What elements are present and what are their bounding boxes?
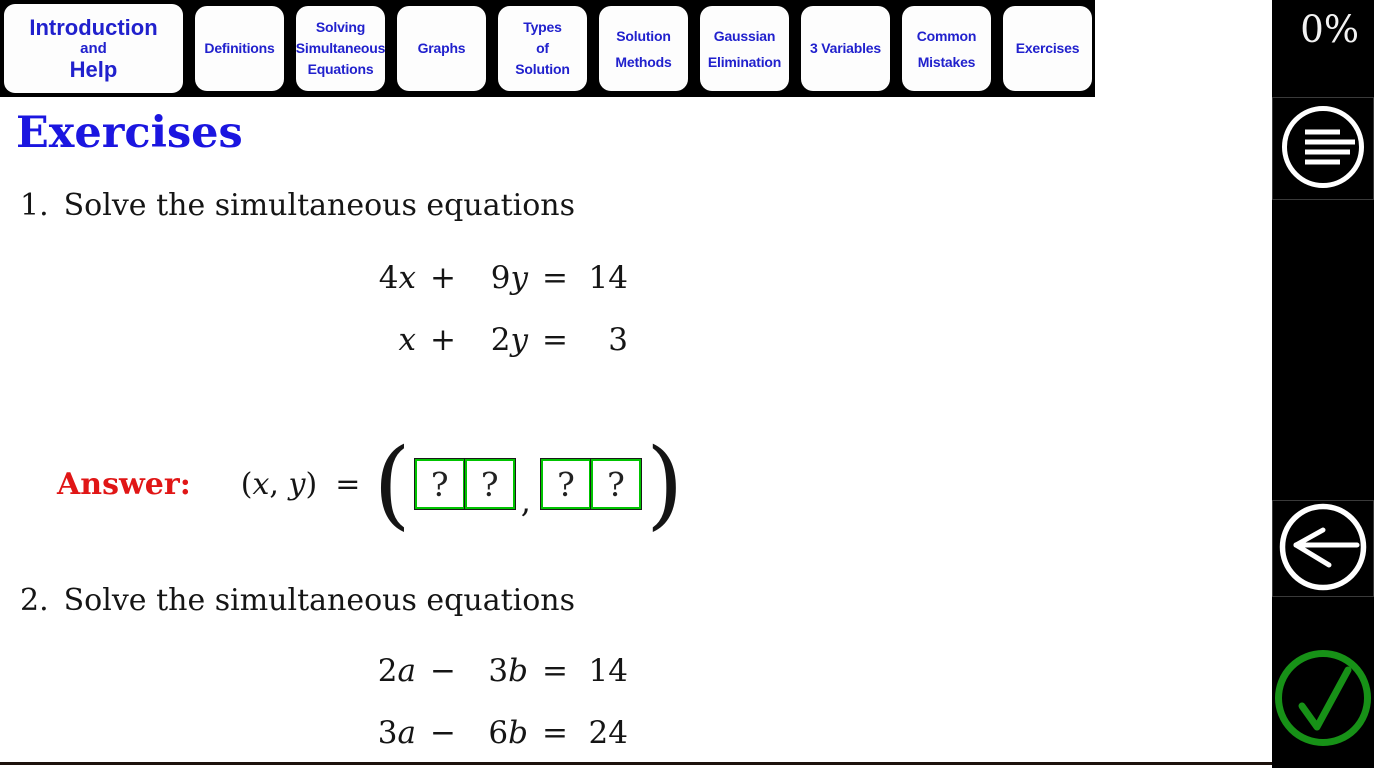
tab-solving-simultaneous-equations[interactable] xyxy=(296,6,385,91)
back-arrow-icon xyxy=(1279,503,1367,595)
tab-common-mistakes[interactable] xyxy=(902,6,991,91)
tab-label: 3 Variables xyxy=(810,40,881,56)
tab-label: Solving xyxy=(315,19,366,35)
equation-term: 2a xyxy=(377,653,416,689)
tab-exercises[interactable] xyxy=(1003,6,1092,91)
tab-label: Gaussian xyxy=(713,27,776,44)
exercise-number: 1. xyxy=(20,188,49,223)
tab-label: and xyxy=(80,40,107,57)
menu-button[interactable] xyxy=(1272,97,1374,200)
tab-label: Common xyxy=(916,27,977,44)
exercise-2-equations xyxy=(358,653,628,768)
equation-operator: − xyxy=(430,715,456,751)
sidebar xyxy=(1272,0,1374,768)
equation-term: 3a xyxy=(377,715,416,751)
exercise-2-prompt xyxy=(20,583,575,618)
tab-label: Help xyxy=(69,57,118,82)
menu-icon xyxy=(1281,105,1365,193)
answer-lhs: (x, y) xyxy=(240,466,318,502)
answer-box[interactable]: ? xyxy=(541,459,591,509)
equation-rhs: 14 xyxy=(588,653,628,689)
comma-separator: , xyxy=(520,482,531,520)
equation-rhs: 24 xyxy=(588,715,628,751)
tab-definitions[interactable] xyxy=(195,6,284,91)
answer-box-pair-x xyxy=(415,459,515,509)
tab-label: Solution xyxy=(616,27,671,44)
equation-term: 4x xyxy=(378,260,416,296)
tab-label: Definitions xyxy=(204,40,275,56)
exercise-1-prompt xyxy=(20,188,575,223)
exercise-1-equations xyxy=(358,260,628,384)
equals-sign: = xyxy=(335,466,361,502)
exercise-1-answer-row xyxy=(57,428,684,540)
tab-label: Exercises xyxy=(1015,40,1080,56)
equation-operator: + xyxy=(430,322,456,358)
check-icon xyxy=(1274,649,1372,751)
page-title: Exercises xyxy=(16,108,243,158)
tab-types-of-solution[interactable] xyxy=(498,6,587,91)
equation-rhs: 14 xyxy=(588,260,628,296)
exercise-text: Solve the simultaneous equations xyxy=(63,583,576,618)
back-button[interactable] xyxy=(1272,500,1374,597)
equation-operator: − xyxy=(430,653,456,689)
equation-term: 2y xyxy=(490,322,528,358)
tab-label: Methods xyxy=(615,53,672,70)
tab-solution-methods[interactable] xyxy=(599,6,688,91)
equation-term: 3b xyxy=(488,653,528,689)
answer-box[interactable]: ? xyxy=(591,459,641,509)
page-bottom-divider xyxy=(0,762,1272,765)
progress-indicator: 0% xyxy=(1300,8,1359,51)
exercise-number: 2. xyxy=(20,583,49,618)
tab-gaussian-elimination[interactable] xyxy=(700,6,789,91)
equals-sign: = xyxy=(542,260,568,296)
tab-label: Introduction xyxy=(29,15,158,40)
check-answers-button[interactable] xyxy=(1272,648,1374,752)
tab-label: of xyxy=(536,40,549,56)
tab-label: Solution xyxy=(515,61,570,77)
equation-term: x xyxy=(398,322,416,358)
equation-term: 6b xyxy=(488,715,528,751)
tab-introduction-and-help[interactable] xyxy=(4,4,183,93)
equation-rhs: 3 xyxy=(608,322,628,358)
equation-operator: + xyxy=(430,260,456,296)
tab-label: Equations xyxy=(307,61,374,77)
answer-box-pair-y xyxy=(541,459,641,509)
tab-3-variables[interactable] xyxy=(801,6,890,91)
tab-label: Mistakes xyxy=(917,53,976,70)
equation-term: 9y xyxy=(490,260,528,296)
tab-label: Graphs xyxy=(417,40,466,56)
close-parenthesis: ) xyxy=(645,428,684,540)
answer-box[interactable]: ? xyxy=(415,459,465,509)
tab-label: Simultaneous xyxy=(295,40,386,56)
answer-box[interactable]: ? xyxy=(465,459,515,509)
exercise-text: Solve the simultaneous equations xyxy=(63,188,576,223)
tab-bar xyxy=(0,0,1095,97)
tab-graphs[interactable] xyxy=(397,6,486,91)
equals-sign: = xyxy=(542,715,568,751)
equals-sign: = xyxy=(542,653,568,689)
equals-sign: = xyxy=(542,322,568,358)
tab-label: Elimination xyxy=(707,53,782,70)
open-parenthesis: ( xyxy=(373,428,411,540)
answer-label: Answer: xyxy=(57,466,191,502)
tab-label: Types xyxy=(523,19,562,35)
